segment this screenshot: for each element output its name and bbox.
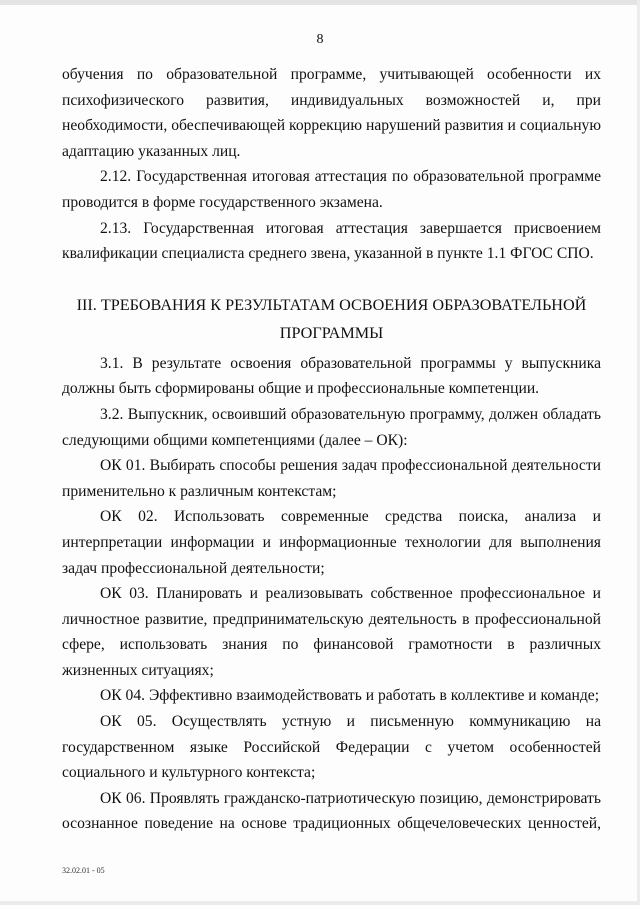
paragraph-continuation: обучения по образовательной программе, учитывающей особенности их психофизического развития, индивидуальных возможностей и, при необходимости, обеспечивающей коррекцию нарушений развития и социальную адаптацию указанных лиц. — [62, 66, 601, 160]
competency-ok-05: ОК 05. Осуществлять устную и письменную коммуникацию на государственном языке Российской Федерации с учетом особенностей социального и культурного контекста; — [62, 713, 601, 782]
scan-edge-bottom — [0, 901, 640, 905]
footer-code: 32.02.01 - 05 — [62, 866, 105, 875]
section-heading: III. ТРЕБОВАНИЯ К РЕЗУЛЬТАТАМ ОСВОЕНИЯ ОБРАЗОВАТЕЛЬНОЙ ПРОГРАММЫ — [76, 295, 587, 342]
paragraph-3-1: 3.1. В результате освоения образовательной программы у выпускника должны быть сформированы общие и профессиональные компетенции. — [62, 354, 601, 398]
competency-ok-04: ОК 04. Эффективно взаимодействовать и работать в коллективе и команде; — [100, 687, 600, 705]
competency-ok-01: ОК 01. Выбирать способы решения задач профессиональной деятельности применительно к различным контекстам; — [62, 457, 601, 500]
scan-edge-top — [0, 0, 640, 5]
paragraph-2-12: 2.12. Государственная итоговая аттестация по образовательной программе проводится в форме государственного экзамена. — [62, 168, 601, 211]
paragraph-3-2: 3.2. Выпускник, освоивший образовательную программу, должен обладать следующими общими компетенциями (далее – ОК): — [62, 405, 601, 449]
competency-ok-02: ОК 02. Использовать современные средства поиска, анализа и интерпретации информации и информационные технологии для выполнения задач профессиональной деятельности; — [62, 508, 601, 577]
paragraph-2-13: 2.13. Государственная итоговая аттестация завершается присвоением квалификации специалиста среднего звена, указанной в пункте 1.1 ФГОС СПО. — [62, 219, 601, 263]
competency-ok-06: ОК 06. Проявлять гражданско-патриотическую позицию, демонстрировать осознанное поведение на основе традиционных общечеловеческих ценностей, — [62, 789, 601, 833]
page-body — [62, 62, 601, 837]
page-number: 8 — [316, 32, 324, 47]
competency-ok-03: ОК 03. Планировать и реализовывать собственное профессиональное и личностное развитие, предпринимательскую деятельность в профессиональной сфере, использовать знания по финансовой грамотности в различных жизненных ситуациях; — [62, 585, 601, 679]
